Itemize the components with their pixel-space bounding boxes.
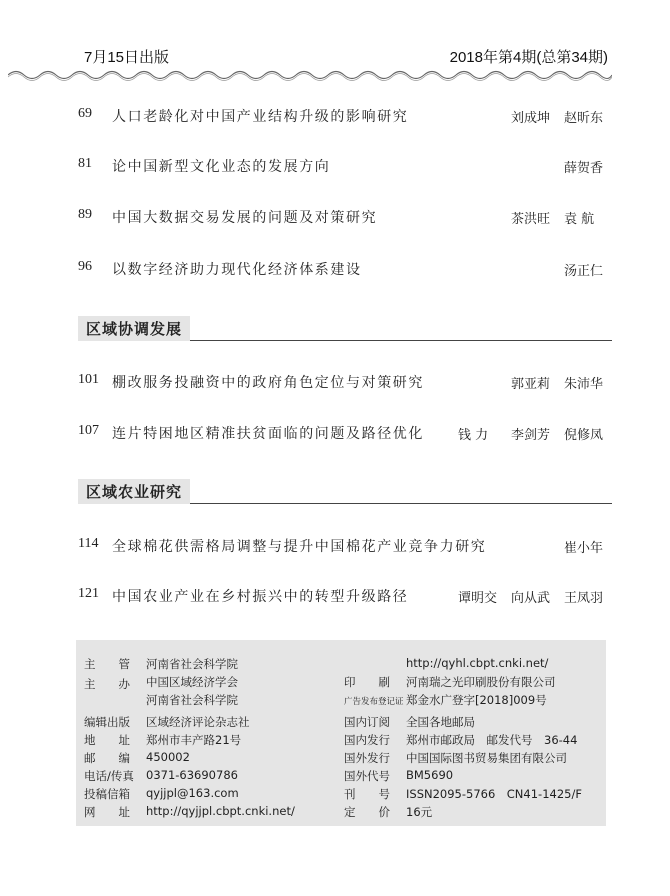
- author: 李剑芳: [511, 428, 551, 443]
- footer-left-value: 河南省社会科学院: [146, 693, 238, 707]
- footer-label: 网 址: [84, 805, 130, 819]
- header-date: 7月15日出版: [84, 49, 170, 66]
- author: 袁 航: [564, 212, 595, 227]
- page-number: 69: [78, 106, 92, 121]
- section-title: 区域协调发展: [78, 316, 190, 341]
- footer-left-value: 中国区域经济学会: [146, 675, 238, 689]
- footer-label: 投稿信箱: [84, 787, 130, 801]
- footer-left-row: [84, 768, 134, 784]
- footer-right-value: 中国国际图书贸易集团有限公司: [406, 751, 567, 765]
- page-number: 96: [78, 259, 92, 274]
- footer-right-value: BM5690: [406, 768, 454, 782]
- page-number: 101: [78, 372, 99, 387]
- footer-label: 国外发行: [344, 751, 390, 765]
- footer-label: 国外代号: [344, 769, 390, 783]
- footer-left-value: 郑州市丰产路21号: [146, 733, 242, 747]
- author: 朱沛华: [564, 377, 604, 392]
- header-issue: 2018年第4期(总第34期): [449, 49, 608, 66]
- publication-info-box: [76, 640, 606, 826]
- author: 钱 力: [458, 428, 489, 443]
- author: 谭明交: [458, 591, 498, 606]
- footer-label: 国内订阅: [344, 715, 390, 729]
- footer-left-value: qyjjpl@163.com: [146, 786, 239, 800]
- footer-right-value: 16元: [406, 805, 433, 819]
- section-regional-agriculture: [78, 479, 612, 504]
- article-title: 论中国新型文化业态的发展方向: [112, 159, 331, 175]
- footer-label: 印 刷: [344, 675, 390, 689]
- author: 汤正仁: [564, 264, 604, 279]
- footer-left-row: [84, 804, 130, 820]
- page-number: 121: [78, 586, 99, 601]
- footer-left-row: [84, 786, 130, 802]
- article-title: 全球棉花供需格局调整与提升中国棉花产业竞争力研究: [112, 539, 487, 555]
- footer-left-value: 区域经济评论杂志社: [146, 715, 250, 729]
- footer-right-value: 郑金水广登字[2018]009号: [406, 693, 547, 707]
- page-number: 107: [78, 423, 99, 438]
- footer-label: 广告发布登记证: [344, 697, 404, 707]
- footer-label: 地 址: [84, 733, 130, 747]
- footer-left-row: [84, 676, 130, 692]
- footer-label: 邮 编: [84, 751, 130, 765]
- author: 刘成坤: [511, 111, 551, 126]
- section-title: 区域农业研究: [78, 479, 190, 504]
- article-title: 中国大数据交易发展的问题及对策研究: [112, 210, 378, 226]
- page-number: 81: [78, 156, 92, 171]
- footer-right-value: ISSN2095-5766 CN41-1425/F: [406, 787, 582, 801]
- article-title: 连片特困地区精准扶贫面临的问题及路径优化: [112, 426, 424, 442]
- footer-left-row: [84, 732, 130, 748]
- author: 倪修凤: [564, 428, 604, 443]
- author: 王凤羽: [564, 591, 604, 606]
- footer-left-row: [84, 656, 130, 672]
- footer-label: 定 价: [344, 805, 390, 819]
- footer-label: 编辑出版: [84, 715, 130, 729]
- footer-label: 国内发行: [344, 733, 390, 747]
- article-title: 棚改服务投融资中的政府角色定位与对策研究: [112, 375, 424, 391]
- section-regional-coordination: [78, 316, 612, 341]
- footer-left-value[interactable]: http://qyjjpl.cbpt.cnki.net/: [146, 804, 295, 818]
- footer-left-row: [84, 714, 130, 730]
- article-title: 以数字经济助力现代化经济体系建设: [112, 262, 362, 278]
- footer-right-value: 全国各地邮局: [406, 715, 475, 729]
- article-title: 人口老龄化对中国产业结构升级的影响研究: [112, 109, 409, 125]
- footer-left-value: 河南省社会科学院: [146, 657, 238, 671]
- footer-label: 主 办: [84, 677, 130, 691]
- author: 薛贺香: [564, 161, 604, 176]
- footer-label: 主 管: [84, 657, 130, 671]
- page-number: 114: [78, 536, 99, 551]
- author: 向从武: [511, 591, 551, 606]
- footer-label: 刊 号: [344, 787, 390, 801]
- author: 郭亚莉: [511, 377, 551, 392]
- article-title: 中国农业产业在乡村振兴中的转型升级路径: [112, 589, 409, 605]
- footer-right-value[interactable]: http://qyhl.cbpt.cnki.net/: [406, 656, 549, 670]
- footer-label: 电话/传真: [84, 769, 134, 783]
- author: 赵昕东: [564, 111, 604, 126]
- footer-left-row: [84, 750, 130, 766]
- footer-right-value: 河南瑞之光印刷股份有限公司: [406, 675, 556, 689]
- page-number: 89: [78, 207, 92, 222]
- footer-left-value: 0371-63690786: [146, 768, 238, 782]
- author: 茶洪旺: [511, 212, 551, 227]
- author: 崔小年: [564, 541, 604, 556]
- footer-right-value: 郑州市邮政局 邮发代号 36-44: [406, 733, 578, 747]
- decorative-wave-rule: [8, 68, 612, 82]
- footer-left-value: 450002: [146, 750, 190, 764]
